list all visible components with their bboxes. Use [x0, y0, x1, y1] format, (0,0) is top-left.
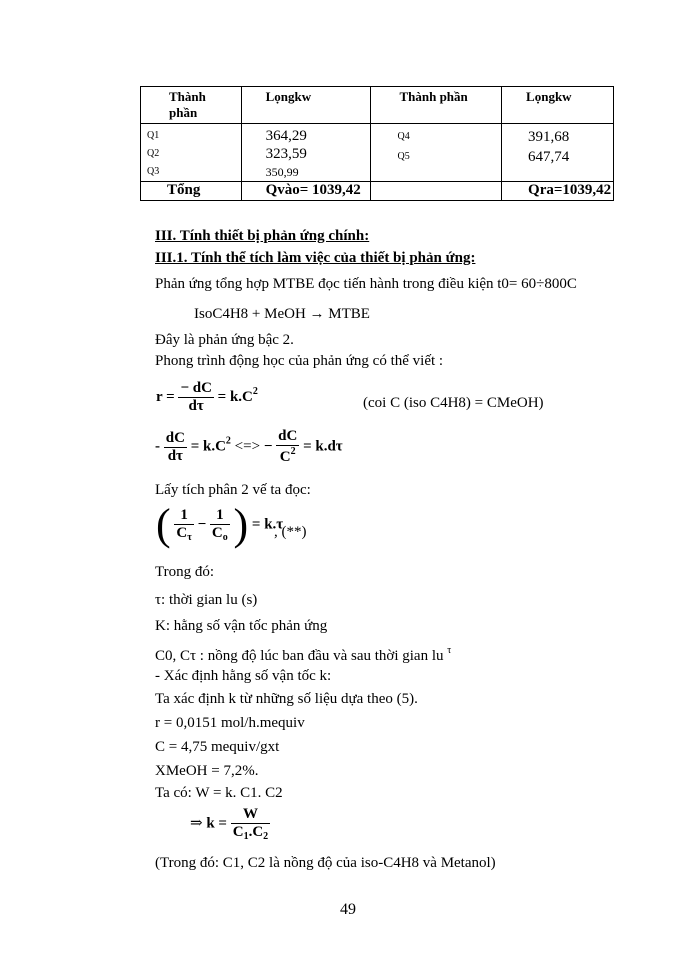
- value-q5: 647,74: [528, 149, 570, 165]
- value-q3: 350,99: [265, 165, 299, 179]
- left-values-cell: [241, 124, 371, 182]
- concentration-value: C = 4,75 mequiv/gxt: [155, 739, 280, 755]
- table-row: [141, 124, 614, 182]
- concentration-explanation: (Trong đó: C1, C2 là nồng độ của iso-C4H8 và Metanol): [155, 855, 496, 871]
- heat-balance-table: [140, 86, 614, 201]
- right-components-cell: [371, 124, 502, 182]
- component-q3: Q3: [147, 166, 160, 177]
- component-q5: Q5: [397, 151, 410, 162]
- component-q2: Q2: [147, 148, 160, 159]
- rate-value: r = 0,0151 mol/h.mequiv: [155, 715, 305, 731]
- reaction-order-text: Đây là phản ứng bậc 2.: [155, 332, 294, 348]
- k-formula: ⇒ k = $\frac{W}{C_1.C_2}$: [190, 806, 269, 842]
- right-values-cell: [502, 124, 614, 182]
- total-in: Qvào= 1039,42: [241, 182, 371, 201]
- integration-text: Lấy tích phân 2 vế ta đọc:: [155, 482, 311, 498]
- rate-equation: r = $\frac{- dC}{d\tau}$ = $k.C^2$: [156, 380, 258, 414]
- k-definition: K: hằng số vận tốc phản ứng: [155, 618, 328, 634]
- tau-symbol: τ: [447, 645, 452, 656]
- left-components-cell: [141, 124, 242, 182]
- kinetics-intro: Phong trình động học của phản ứng có thể viết :: [155, 353, 444, 369]
- where-text: Trong đó:: [155, 564, 215, 580]
- concentration-note: (coi C (iso C4H8) = CMeOH): [363, 395, 544, 411]
- conversion-value: XMeOH = 7,2%.: [155, 763, 259, 779]
- component-q1: Q1: [147, 130, 160, 141]
- value-q4: 391,68: [528, 129, 570, 145]
- value-q1: 364,29: [265, 128, 307, 144]
- rate-constant-heading: - Xác định hằng số vận tốc k:: [155, 668, 332, 684]
- total-empty: [371, 182, 502, 201]
- table-total-row: [141, 182, 614, 201]
- data-source-text: Ta xác định k từ những số liệu dựa theo (5).: [155, 691, 418, 707]
- section-heading: III. Tính thiết bị phản ứng chính:: [155, 228, 370, 244]
- tau-definition: τ: thời gian lu (s): [155, 592, 258, 608]
- component-q4: Q4: [397, 131, 410, 142]
- reaction-equation: IsoC4H8 + MeOH → MTBE: [194, 306, 370, 322]
- section-subheading: III.1. Tính thể tích làm việc của thiết bị phản ứng:: [155, 250, 476, 266]
- concentration-definition: C0, Cτ : nồng độ lúc ban đầu và sau thời gian lu $^\tau$: [155, 645, 452, 664]
- header-component-right: Thành phần: [371, 87, 502, 124]
- total-out: Qra=1039,42: [502, 182, 614, 201]
- rate-law-text: Ta có: W = k. C1. C2: [155, 785, 283, 801]
- equation-label: , (**): [274, 524, 307, 540]
- value-q2: 323,59: [265, 146, 307, 162]
- equivalence-symbol: <=>: [234, 438, 261, 455]
- header-value-right: Lọngkw: [502, 87, 614, 124]
- integrated-equation: ( $\frac{1}{C_\tau}$ − $\frac{1}{C_o}$ ) = k.τ: [156, 500, 284, 549]
- page-number: 49: [340, 901, 356, 918]
- differential-equation: - $\frac{dC}{d\tau}$ = $k.C^2$ <=> − $\frac{dC}{C^2}$ = k.dτ: [155, 428, 343, 465]
- header-value-left: Lọngkw: [241, 87, 371, 124]
- table-header-row: [141, 87, 614, 124]
- reaction-conditions: Phản ứng tổng hợp MTBE đọc tiến hành trong điều kiện t0= 60÷800C: [155, 276, 577, 292]
- total-label: Tổng: [141, 182, 242, 201]
- header-component-left: Thành phần: [141, 87, 242, 124]
